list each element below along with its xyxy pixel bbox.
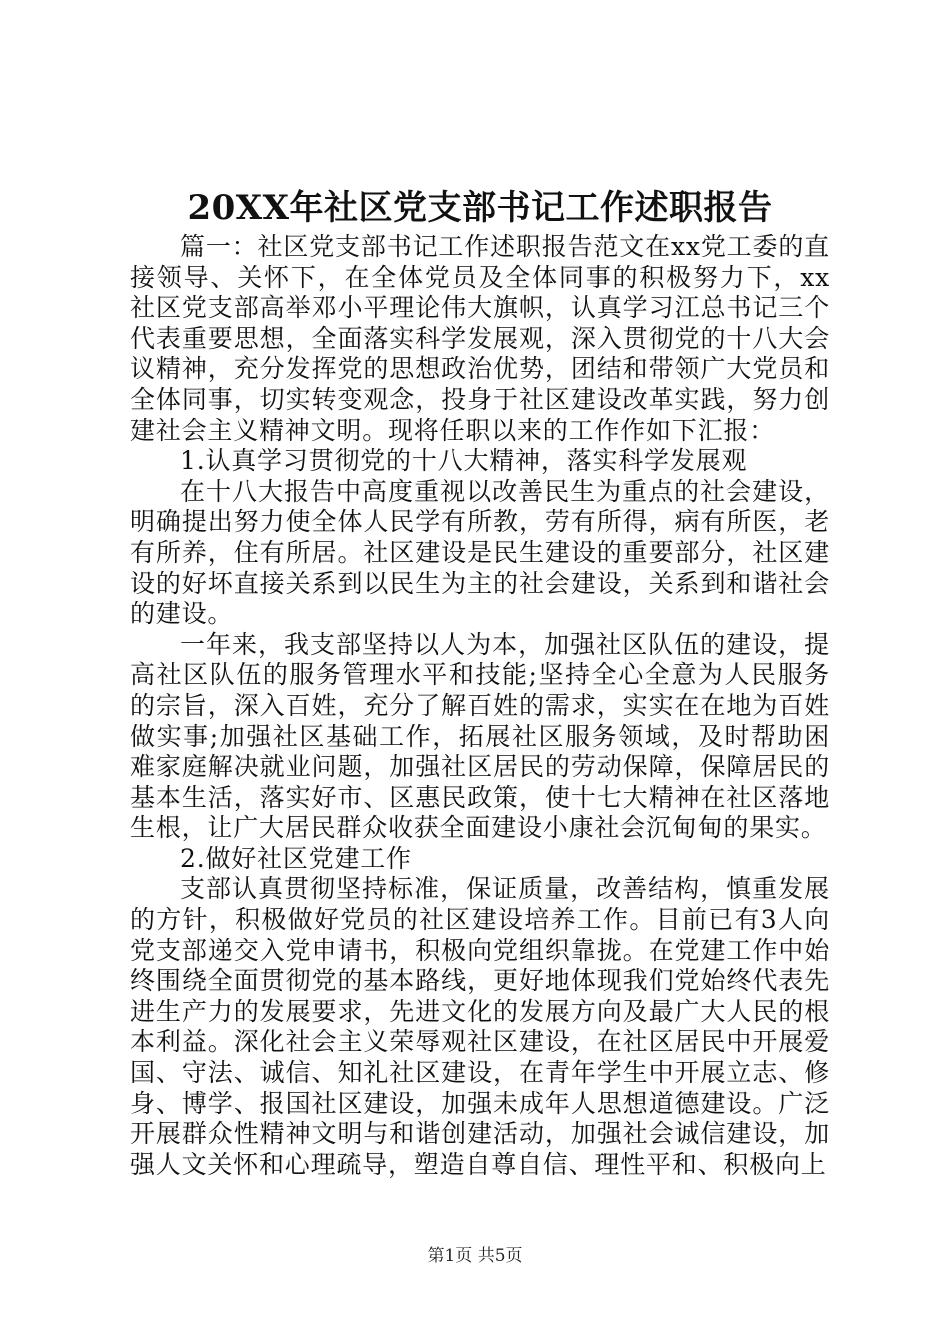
document-title: 20XX年社区党支部书记工作述职报告 xyxy=(187,188,773,228)
document-page xyxy=(130,186,830,1180)
page-total: 共5页 xyxy=(477,1246,523,1266)
paragraph-section-1-b: 一年来，我支部坚持以人为本，加强社区队伍的建设，提高社区队伍的服务管理水平和技能;坚持全心全意为人民服务的宗旨，深入百姓，充分了解百姓的需求，实实在在地为百姓做实事;加强社区基础工作，拓展社区服务领域，及时帮助困难家庭解决就业问题，加强社区居民的劳动保障，保障居民的基本生活，落实好市、区惠民政策，使十七大精神在社区落地生根，让广大居民群众收获全面建设小康社会沉甸甸的果实。 xyxy=(130,629,830,843)
page-number: 第1页 xyxy=(427,1246,473,1266)
section-heading-1: 1.认真学习贯彻党的十八大精神，落实科学发展观 xyxy=(180,446,748,476)
paragraph-section-2: 支部认真贯彻坚持标准，保证质量，改善结构，慎重发展的方针，积极做好党员的社区建设培养工作。目前已有3人向党支部递交入党申请书，积极向党组织靠拢。在党建工作中始终围绕全面贯彻党的基本路线，更好地体现我们党始终代表先进生产力的发展要求，先进文化的发展方向及最广大人民的根本利益。深化社会主义荣辱观社区建设，在社区居民中开展爱国、守法、诚信、知礼社区建设，在青年学生中开展立志、修身、博学、报国社区建设，加强未成年人思想道德建设。广泛开展群众性精神文明与和谐创建活动，加强社会诚信建设，加强人文关怀和心理疏导，塑造自尊自信、理性平和、积极向上 xyxy=(130,874,830,1179)
page-footer xyxy=(0,1245,950,1267)
paragraph-section-1-a: 在十八大报告中高度重视以改善民生为重点的社会建设，明确提出努力使全体人民学有所教，劳有所得，病有所医，老有所养，住有所居。社区建设是民生建设的重要部分，社区建设的好坏直接关系到以民生为主的社会建设，关系到和谐社会的建设。 xyxy=(130,476,830,629)
section-heading-2: 2.做好社区党建工作 xyxy=(180,843,412,873)
paragraph-intro: 篇一：社区党支部书记工作述职报告范文在xx党工委的直接领导、关怀下，在全体党员及全体同事的积极努力下，xx社区党支部高举邓小平理论伟大旗帜，认真学习江总书记三个代表重要思想，全面落实科学发展观，深入贯彻党的十八大会议精神，充分发挥党的思想政治优势，团结和带领广大党员和全体同事，切实转变观念，投身于社区建设改革实践，努力创建社会主义精神文明。现将任职以来的工作作如下汇报： xyxy=(130,232,830,445)
